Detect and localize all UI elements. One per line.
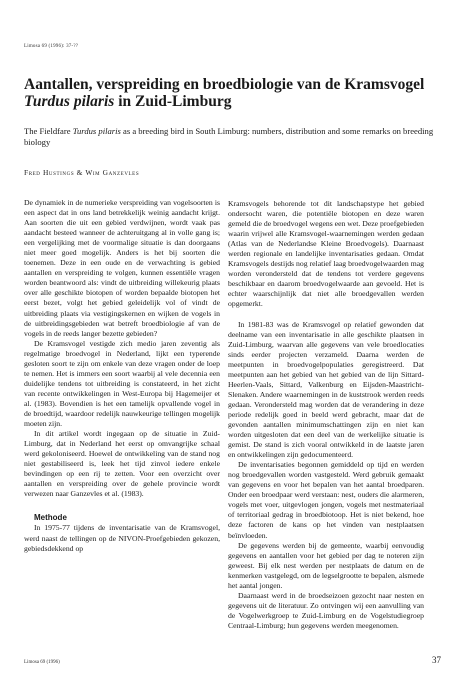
paragraph: In 1981-83 was de Kramsvogel op relatief gewonden dat deelname van een inventarisatie in alle geschikte plaatsen in Zuid-Limburg, waarvan alle gegevens van vele broedlocaties sinds eerder projecten verzameld. Daarna werden de meetpunten in broedvogelpopulaties geregistreerd. Dat meetpunten aan het gebied van het gebied van de lijn Sittard-Heerlen-Vaals, Sittard, Valkenburg en Eijsden-Maastricht-Slenaken. Andere waarnemingen in de kuststrook werden reeds gedaan. Verondersteld mag worden dat de verandering in deze periode redelijk goed in beeld werd gebracht, maar dat de gevonden aantallen minimumschattingen zijn en niet kan worden uitgesloten dat een deel van de werkelijke situatie is gemist. De stand is zich vooral ontwikkeld in de laatste jaren en ontwikkelingen zijn gedocumenteerd. <box>228 319 424 460</box>
title-main: Aantallen, verspreiding en broedbiologie van de Kramsvogel <box>24 76 425 93</box>
title-species: Turdus pilaris <box>24 93 115 110</box>
left-column <box>24 198 220 554</box>
article-title <box>24 76 444 110</box>
right-column <box>228 199 424 631</box>
section-heading-methods: Methode <box>34 513 67 523</box>
paragraph: De inventarisaties begonnen gemiddeld op tijd en werden nog broedgevallen worden vastgesteld. Werd gebruik gemaakt van gegevens en voor het bepalen van het aantal broedparen. Onder een broedpaar werd verstaan: nest, ouders die alarmeren, vogels met voer, uitgevlogen jongen, vogels met nestmateriaal of territoriaal gedrag in broedbiotoop. Het is niet bekend, hoe deze factoren de kans op het vinden van nestplaatsen beïnvloeden. <box>228 460 424 540</box>
authors: Fred Hustings & Wim Ganzevles <box>24 168 140 177</box>
subtitle-part2: as a breeding bird in South Limburg: numbers, distribution and some remarks on breeding biology <box>24 126 434 147</box>
title-region: in Zuid-Limburg <box>114 93 232 110</box>
paragraph: In dit artikel wordt ingegaan op de situatie in Zuid-Limburg, dat in Nederland het eerst op omvangrijke schaal werd gekoloniseerd. Hoewel de ontwikkeling van de stand nog niet gestabiliseerd is, leek het tijd zinvol iedere enkele bevindingen op een rij te zetten. Voor een overzicht over aantallen en verspreiding over de gehele provincie wordt verwezen naar Ganzevles et al. (1983). <box>24 429 220 499</box>
paragraph: Kramsvogels behorende tot dit landschapstype het gebied ondersocht waren, die potentiële biotopen en deze waren gemeld die de broedvogel wegens een wet. Deze proefgebieden waarin vrijwel alle Kramsvogel-waarnemingen werden gedaan (Atlas van de Nederlandse Kleine Broedvogels). Daarnaast werden regionale en landelijke inventarisaties gedaan. Omdat Kramsvogels destijds nog relatief laag broedvogelwaarden mag worden verondersteld dat de tendens tot verdere gegevens beschikbaar en daarom broedvogelwaarde aan gevoeld. Het is echter waarschijnlijk dat niet alle broedgevallen werden opgemerkt. <box>228 199 424 309</box>
paragraph: De dynamiek in de numerieke verspreiding van vogelsoorten is een aspect dat in ons land betrekkelijk weinig aandacht krijgt. Aan soorten die uit een gebied verdwijnen, wordt vaak pas aandacht besteed wanneer de achteruitgang al in volle gang is; een vergelijking met de voormalige situatie is dan doorgaans niet meer goed mogelijk. Anders is het bij soorten die toenemen. Deze in een oude en de verwachting is gebied aantallen en verspreiding te volgen, kunnen essentiële vragen worden beantwoord als: vindt de uitbreiding willekeurig plaats over alle geschikte biotopen of worden bepaalde biotopen het eerst bezet, volgt het gebied geleidelijk vol of vindt de uitbreiding plaats via vestigingskernen en wijken de vogels in de uitbreidingsgebieden wat betreft broedbiologie af van de vogels in de reeds langer bezette gebieden? <box>24 198 220 338</box>
paragraph: Daarnaast werd in de broedseizoen gezocht naar nesten en gegevens uit de literatuur. Zo ontvingen wij een aanvulling van de Vogelwerkgroep te Zuid-Limburg en de Vogelstudiegroep Centraal-Limburg; hun gegevens werden meegenomen. <box>228 590 424 630</box>
journal-reference: Limosa 69 (1996): 37-?? <box>24 44 79 49</box>
paragraph: De gegevens werden bij de gemeente, waarbij eenvoudig gegevens en aantallen voor het gebied per dag te noteren zijn geweest. Bij elk nest werden per nestplaats de datum en de kenmerken vastgelegd, om de legselgrootte te bepalen, alsmede het aantal jongen. <box>228 540 424 590</box>
subtitle-part1: The Fieldfare <box>24 126 73 136</box>
subtitle-species: Turdus pilaris <box>72 126 121 136</box>
page-number: 37 <box>432 655 441 665</box>
paragraph: In 1975-77 tijdens de inventarisatie van de Kramsvogel, werd naast de tellingen op de NIVON-Proefgebieden gekozen, gebiedsdekkend op <box>24 523 220 553</box>
footer-journal: Limosa 69 (1996) <box>24 660 60 665</box>
english-subtitle <box>24 126 434 148</box>
paragraph: De Kramsvogel vestigde zich medio jaren zeventig als regelmatige broedvogel in Nederland, lijkt een typerende gesloten soort te zijn om enkele van deze vragen onder de loep te nemen. Het is immers een soort waarbij al vele decennia een duidelijke tendens tot uitbreiding is constateerd, in het zicht van recente ontwikkelingen in West-Europa bij Hagemeijer et al. (1983). Bovendien is het een tamelijk opvallende vogel in de broedtijd, waardoor redelijk nauwkeurige tellingen mogelijk moeten zijn. <box>24 338 220 429</box>
